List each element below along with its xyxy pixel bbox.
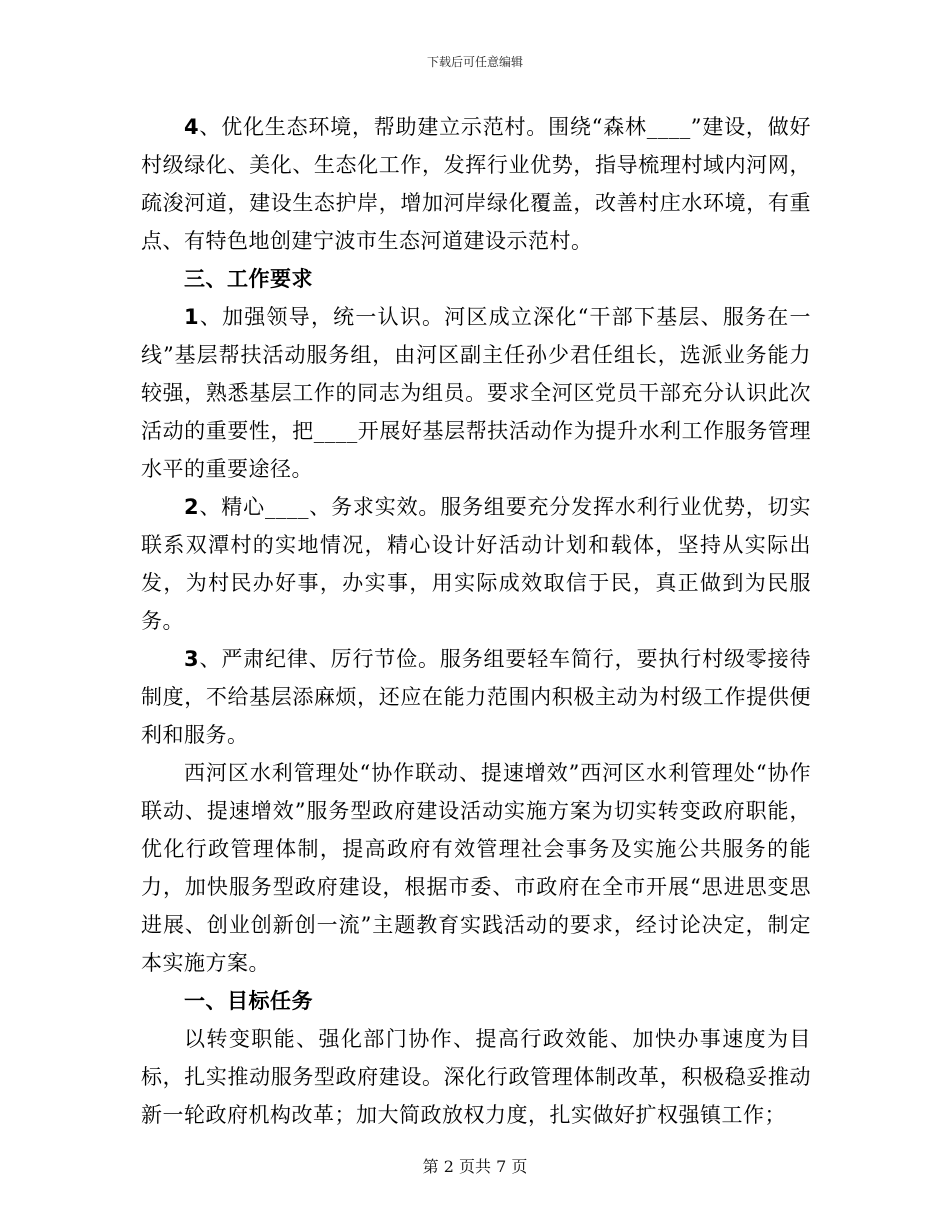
item-number: 1 bbox=[184, 305, 200, 329]
paragraph-4 bbox=[141, 108, 811, 260]
item-number: 3 bbox=[184, 647, 200, 671]
page-header: 下载后可任意编辑 bbox=[426, 55, 523, 69]
page-footer: 第 2 页共 7 页 bbox=[422, 1157, 528, 1176]
paragraph-text: 、严肃纪律、厉行节俭。服务组要轻车简行，要执行村级零接待制度，不给基层添麻烦，还应在能力范围内积极主动为村级工作提供便利和服务。 bbox=[141, 647, 811, 747]
item-number: 4 bbox=[184, 115, 200, 139]
paragraph-req-1 bbox=[141, 298, 811, 488]
paragraph-goals: 以转变职能、强化部门协作、提高行政效能、加快办事速度为目标，扎实推动服务型政府建设。深化行政管理体制改革，积极稳妥推动新一轮政府机构改革；加大简政放权力度，扎实做好扩权强镇工作； bbox=[141, 1027, 811, 1127]
paragraph-text: 、精心____、务求实效。服务组要充分发挥水利行业优势，切实联系双潭村的实地情况，精心设计好活动计划和载体，坚持从实际出发，为村民办好事，办实事，用实际成效取信于民，真正做到为民服务。 bbox=[141, 495, 811, 633]
paragraph-req-2 bbox=[141, 488, 811, 640]
paragraph-text: 、优化生态环境，帮助建立示范村。围绕“森林____”建设，做好村级绿化、美化、生态化工作，发挥行业优势，指导梳理村域内河网，疏浚河道，建设生态护岸，增加河岸绿化覆盖，改善村庄水环境，有重点、有特色地创建宁波市生态河道建设示范村。 bbox=[141, 115, 811, 253]
section-heading-goals: 一、目标任务 bbox=[184, 989, 313, 1013]
section-heading-requirements: 三、工作要求 bbox=[184, 267, 313, 291]
document-body bbox=[141, 108, 811, 1134]
paragraph-plan-intro: 西河区水利管理处“协作联动、提速增效”西河区水利管理处“协作联动、提速增效”服务型政府建设活动实施方案为切实转变政府职能，优化行政管理体制，提高政府有效管理社会事务及实施公共服务的能力，加快服务型政府建设，根据市委、市政府在全市开展“思进思变思进展、创业创新创一流”主题教育实践活动的要求，经讨论决定，制定本实施方案。 bbox=[141, 761, 811, 975]
item-number: 2 bbox=[184, 495, 200, 519]
paragraph-req-3 bbox=[141, 640, 811, 754]
paragraph-text: 、加强领导，统一认识。河区成立深化“干部下基层、服务在一线”基层帮扶活动服务组，由河区副主任孙少君任组长，选派业务能力较强，熟悉基层工作的同志为组员。要求全河区党员干部充分认识此次活动的重要性，把____开展好基层帮扶活动作为提升水利工作服务管理水平的重要途径。 bbox=[141, 305, 811, 481]
